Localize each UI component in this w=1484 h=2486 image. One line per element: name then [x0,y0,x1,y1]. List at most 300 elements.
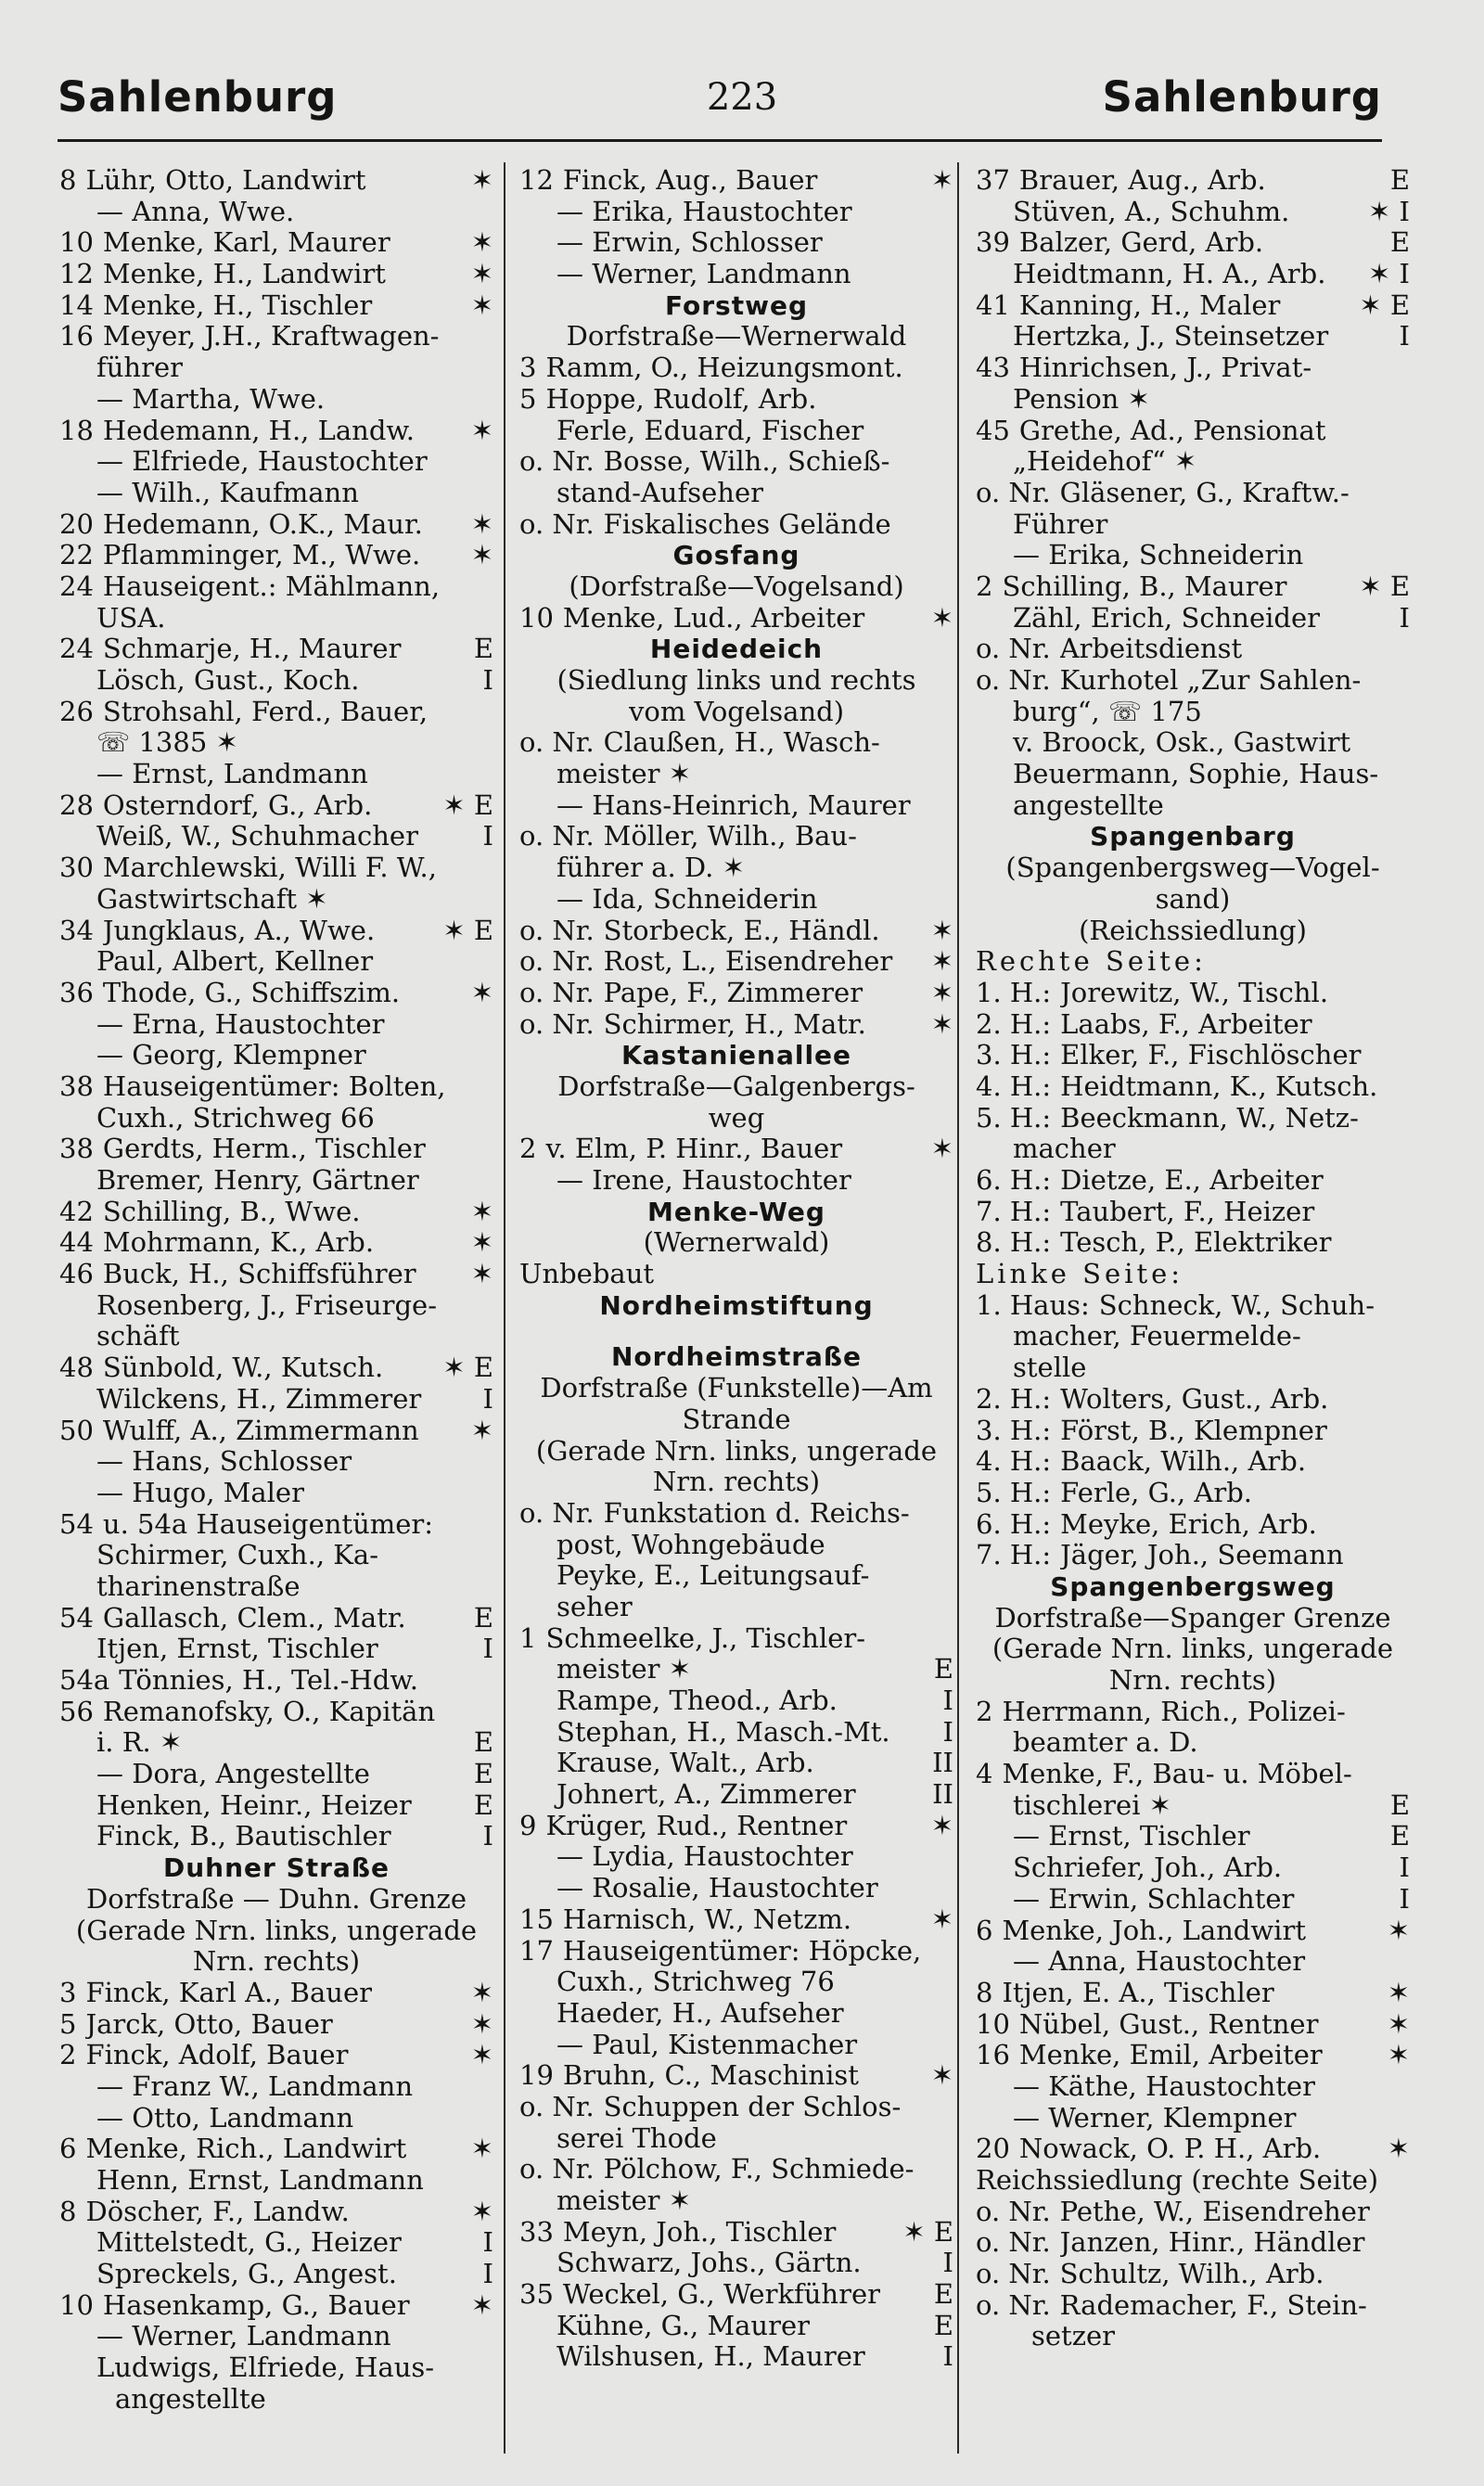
directory-entry [59,1009,493,1041]
entry-text: USA. [96,602,166,634]
house-number: o. Nr. [976,2288,1051,2321]
entry-text: — Martha, Wwe. [96,383,326,415]
directory-entry [519,1592,953,1623]
directory-entry [59,1290,493,1322]
entry-marker: E [1389,226,1410,259]
house-number: 36 [59,976,94,1008]
directory-entry [976,946,1410,978]
house-number: 48 [59,1352,94,1384]
entry-marker: ✶ I [1368,258,1410,290]
entry-text: angestellte [115,2383,266,2415]
entry-marker: ✶ [470,539,493,571]
entry-text: Harnisch, W., Netzm. [562,1903,852,1935]
house-number: 20 [976,2133,1010,2165]
entry-text: — Ernst, Tischler [1013,1821,1250,1852]
entry-text: Ramm, O., Heizungsmont. [545,352,903,384]
directory-entry [59,384,493,416]
entry-text: Menke, F., Bau- u. Möbel- [1002,1759,1352,1790]
house-number: 35 [519,2278,554,2311]
entry-text: i. R. ✶ [96,1727,183,1759]
directory-entry [976,1727,1410,1759]
entry-text: (Gerade Nrn. links, ungerade [535,1435,938,1467]
entry-text: Arbeitsdienst [1059,634,1243,665]
house-number: 38 [59,1070,94,1102]
house-number: 43 [976,352,1010,384]
directory-entry [976,446,1410,478]
column-divider [957,162,959,2454]
house-number: o. Nr. [519,976,595,1008]
directory-entry [59,1416,493,1447]
entry-text: Baack, Wilh., Arb. [1060,1446,1307,1478]
entry-text: Ludwigs, Elfriede, Haus- [96,2352,435,2384]
entry-text: Funkstation d. Reichs- [603,1497,910,1529]
directory-entry [519,1717,953,1749]
entry-text: Rechte Seite: [976,946,1207,978]
entry-text: Peyke, E., Leitungsauf- [556,1560,870,1592]
street-heading [976,1571,1410,1603]
directory-entry [59,759,493,790]
entry-marker: I [482,1820,493,1852]
directory-entry [519,1779,953,1811]
entry-text: Gastwirtschaft ✶ [96,883,328,915]
entry-text: „Heidehof“ ✶ [1013,446,1197,478]
directory-entry [59,884,493,916]
directory-entry [519,2279,953,2311]
directory-entry [59,321,493,352]
street-name: Spangenbergsweg [1050,1570,1336,1602]
street-description [59,1884,493,1916]
directory-entry [59,1071,493,1103]
directory-entry [519,1811,953,1842]
directory-entry [976,1103,1410,1134]
street-description [59,1916,493,1947]
directory-entry [59,446,493,478]
entry-text: Itjen, Ernst, Tischler [96,1634,378,1665]
entry-text: Heidtmann, H. A., Arb. [1013,259,1326,290]
street-heading [519,540,953,571]
house-number: 6. H.: [976,1164,1052,1196]
street-heading [59,1852,493,1884]
directory-entry [519,1560,953,1592]
house-number: o. Nr. [519,445,595,478]
entry-text: Wilshusen, H., Maurer [556,2341,865,2373]
directory-entry [976,759,1410,790]
directory-entry [59,697,493,728]
directory-entry [976,1384,1410,1416]
directory-entry [59,1509,493,1541]
house-number: 16 [976,2039,1010,2071]
directory-entry [59,259,493,290]
directory-entry [976,416,1410,447]
entry-text: Meyn, Joh., Tischler [562,2216,837,2248]
street-description [976,1603,1410,1634]
directory-entry [59,2227,493,2259]
street-heading [519,1040,953,1071]
entry-text: Fiskalisches Gelände [603,508,891,540]
street-name: Heidedeich [649,634,824,665]
street-description [519,697,953,728]
entry-text: Schirmer, H., Matr. [603,1008,866,1040]
street-heading [519,1341,953,1373]
entry-marker: ✶ [1387,1976,1410,2008]
house-number: 5 [59,2007,77,2040]
column-divider [504,162,505,2454]
entry-text: — Anna, Wwe. [96,196,295,227]
directory-entry [976,227,1410,259]
directory-entry [976,1009,1410,1041]
entry-text: (Gerade Nrn. links, ungerade [991,1634,1394,1665]
entry-text: Henken, Heinr., Heizer [96,1789,412,1821]
directory-entry [976,2040,1410,2071]
entry-marker: I [482,1633,493,1665]
directory-entry [59,1603,493,1634]
entry-text: Hauseigentümer: Bolten, [102,1070,446,1102]
directory-entry [976,697,1410,728]
entry-marker: ✶ [930,1007,953,1040]
house-number: 2 [519,1133,537,1165]
entry-text: Weiß, W., Schuhmacher [96,821,418,852]
entry-marker: ✶ [470,1258,493,1290]
house-number: o. Nr. [976,633,1051,665]
directory-entry [976,1197,1410,1228]
header-rule [58,139,1382,142]
entry-text: u. 54a Hauseigentümer: [102,1508,434,1540]
entry-text: Döscher, F., Landw. [85,2196,350,2227]
entry-text: tischlerei ✶ [1013,1789,1171,1821]
entry-text: — Franz W., Landmann [96,2070,413,2102]
house-number: 1. H.: [976,976,1052,1008]
entry-marker: I [482,820,493,852]
house-number: 10 [59,226,94,259]
house-number: o. Nr. [519,945,595,978]
house-number: o. Nr. [976,664,1051,696]
page-number: 223 [706,76,778,119]
entry-marker: ✶ [470,976,493,1008]
street-description [519,571,953,603]
house-number: 8 [976,1976,993,2008]
entry-text: — Erna, Haustochter [96,1008,385,1040]
entry-text: Tönnies, H., Tel.-Hdw. [119,1665,418,1696]
entry-text: (Dorfstraße—Vogelsand) [569,570,904,602]
entry-text: Henn, Ernst, Landmann [96,2165,424,2196]
directory-entry [59,1790,493,1822]
entry-text: Schirmer, Cuxh., Ka- [96,1540,379,1571]
entry-marker: ✶ E [442,1352,493,1384]
entry-text: Grethe, Ad., Pensionat [1018,415,1326,446]
entry-text: Hedemann, O.K., Maur. [102,508,423,540]
entry-marker: ✶ [470,414,493,446]
directory-entry [519,1009,953,1041]
house-number: 39 [976,226,1010,259]
directory-entry [519,1165,953,1197]
entry-text: meister ✶ [556,759,692,790]
entry-text: Menke, Joh., Landwirt [1002,1915,1306,1946]
house-number: 8. H.: [976,1226,1052,1259]
entry-text: v. Broock, Osk., Gastwirt [1013,727,1351,759]
house-number: 34 [59,914,94,946]
directory-entry [519,509,953,541]
street-heading [519,290,953,322]
house-number: 15 [519,1903,554,1935]
house-number: 6 [59,2133,77,2165]
entry-text: Kurhotel „Zur Sahlen- [1059,665,1362,696]
entry-text: Möller, Wilh., Bau- [603,821,857,852]
directory-entry [59,1165,493,1197]
directory-entry [976,571,1410,603]
house-number: 44 [59,1226,94,1259]
house-number: o. Nr. [976,2195,1051,2227]
entry-text: Stephan, H., Masch.-Mt. [556,1716,890,1748]
street-name: Nordheimstraße [610,1341,863,1373]
entry-text: Pethe, W., Eisendreher [1059,2196,1370,2227]
directory-entry [976,1852,1410,1884]
entry-text: Wulff, A., Zimmermann [102,1415,419,1446]
directory-entry [976,1321,1410,1352]
directory-entry [976,2165,1410,2197]
house-number: 14 [59,288,94,321]
street-description [519,321,953,352]
directory-entry [976,2290,1410,2322]
house-number: o. Nr. [519,726,595,759]
house-number: 6 [976,1914,993,1946]
entry-text: (Reichssiedlung) [1079,915,1307,946]
entry-text: Führer [1013,508,1108,540]
directory-entry [519,259,953,290]
entry-text: Kühne, G., Maurer [556,2310,810,2341]
directory-entry [976,2103,1410,2134]
directory-entry [976,2071,1410,2103]
house-number: 8 [59,164,77,196]
entry-marker: I [942,2247,953,2279]
directory-entry [519,384,953,416]
directory-entry [976,2227,1410,2259]
directory-entry [59,634,493,665]
entry-text: Cuxh., Strichweg 66 [96,1102,375,1134]
entry-text: — Georg, Klempner [96,1040,366,1071]
house-number: 2 [59,2039,77,2071]
entry-text: (Wernerwald) [643,1227,830,1259]
entry-marker: E [473,1788,493,1821]
entry-marker: ✶ [470,2039,493,2071]
house-number: 50 [59,1414,94,1446]
entry-marker: ✶ [1387,1914,1410,1946]
entry-text: — Erika, Schneiderin [1013,540,1304,571]
entry-text: Meyke, Erich, Arb. [1060,1508,1317,1540]
directory-entry [519,1623,953,1655]
directory-entry [976,1227,1410,1259]
entry-text: Schilling, B., Wwe. [102,1196,361,1227]
entry-text: serei Thode [556,2122,717,2154]
directory-entry [519,1685,953,1717]
entry-marker: II [932,1747,953,1779]
entry-text: Zähl, Erich, Schneider [1013,602,1320,634]
entry-text: Menke, Rich., Landwirt [85,2134,407,2165]
directory-entry [519,852,953,884]
entry-text: führer a. D. ✶ [556,852,745,884]
entry-text: weg [708,1102,765,1134]
entry-text: Nrn. rechts) [652,1467,821,1498]
house-number: 54 [59,1601,94,1634]
entry-text: setzer [1031,2321,1116,2352]
directory-entry [519,2217,953,2249]
directory-entry [59,727,493,759]
directory-entry [976,384,1410,416]
directory-entry [59,1384,493,1416]
entry-text: Wilckens, H., Zimmerer [96,1383,422,1415]
directory-entry [519,1134,953,1165]
entry-text: Spreckels, G., Angest. [96,2259,397,2290]
directory-entry [59,352,493,384]
house-number: 54 [59,1507,94,1540]
house-number: 7. H.: [976,1539,1052,1571]
entry-text: Dorfstraße—Galgenbergs- [557,1070,915,1102]
directory-entry [976,1071,1410,1103]
directory-entry [976,603,1410,634]
entry-marker: ✶ [930,1809,953,1841]
entry-text: Elker, F., Fischlöscher [1060,1040,1362,1071]
house-number: o. Nr. [519,2153,595,2185]
entry-marker: ✶ [470,258,493,290]
directory-entry [976,2009,1410,2041]
house-number: 18 [59,414,94,446]
entry-text: post, Wohngebäude [556,1529,825,1560]
house-number: 10 [59,2288,94,2321]
entry-text: Herrmann, Rich., Polizei- [1002,1696,1346,1727]
entry-text: — Anna, Haustochter [1013,1946,1306,1978]
street-description [519,1103,953,1134]
directory-entry [976,978,1410,1009]
entry-marker: I [1399,320,1410,352]
directory-entry [59,2384,493,2416]
directory-entry [976,197,1410,228]
entry-text: Finck, Aug., Bauer [562,165,818,196]
entry-marker: I [942,1685,953,1716]
entry-text: Finck, B., Bautischler [96,1821,391,1852]
directory-entry [976,1259,1410,1290]
entry-text: Jarck, Otto, Bauer [85,2008,333,2040]
entry-text: Gläsener, G., Kraftw.- [1059,477,1350,508]
entry-text: Finck, Adolf, Bauer [85,2040,349,2071]
street-description [519,1436,953,1467]
directory-entry [976,1040,1410,1071]
house-number: 7. H.: [976,1195,1052,1227]
directory-entry [59,1321,493,1352]
directory-entry [59,2134,493,2165]
directory-entry [59,2071,493,2103]
entry-text: v. Elm, P. Hinr., Bauer [545,1134,843,1165]
directory-entry [976,1540,1410,1571]
entry-text: Brauer, Aug., Arb. [1018,165,1266,196]
house-number: 20 [59,507,94,540]
directory-entry [59,1697,493,1728]
house-number: 1 [519,1621,537,1654]
directory-entry [59,540,493,571]
entry-text: Bosse, Wilh., Schieß- [603,446,890,478]
directory-entry [59,1821,493,1852]
house-number: 19 [519,2059,554,2092]
street-description [976,884,1410,916]
directory-entry [976,2197,1410,2228]
entry-text: Schneck, W., Schuh- [1098,1289,1375,1321]
directory-entry [59,478,493,509]
directory-entry [519,759,953,790]
house-number: o. Nr. [519,1496,595,1529]
directory-entry [519,1873,953,1904]
entry-text: Rosenberg, J., Friseurge- [96,1289,438,1321]
entry-text: Beuermann, Sophie, Haus- [1013,759,1379,790]
entry-text: Janzen, Hinr., Händler [1059,2227,1365,2259]
directory-entry [59,1540,493,1571]
column-1 [59,165,493,2416]
street-name: Nordheimstiftung [599,1289,874,1321]
directory-entry [59,603,493,634]
entry-marker: ✶ [470,1976,493,2008]
directory-entry [59,1227,493,1259]
directory-entry [976,790,1410,822]
house-number: o. Nr. [976,476,1051,508]
directory-entry [59,1727,493,1759]
entry-text: Schilling, B., Maurer [1002,570,1287,602]
house-number: 4 [976,1758,993,1790]
entry-text: Meyer, J.H., Kraftwagen- [102,321,440,352]
directory-entry [519,2185,953,2217]
house-number: 16 [59,320,94,352]
entry-text: Stüven, A., Schuhm. [1013,196,1290,227]
entry-text: Schuppen der Schlos- [603,2091,902,2122]
directory-entry [519,1936,953,1967]
entry-text: Paul, Albert, Kellner [96,946,374,978]
entry-marker: ✶ [930,2059,953,2092]
entry-marker: E [473,1601,493,1634]
directory-entry [976,1416,1410,1447]
directory-entry [519,227,953,259]
entry-marker: ✶ [470,2133,493,2165]
entry-marker: ✶ E [902,2215,953,2248]
house-number: o. Nr. [519,820,595,852]
directory-entry [519,1259,953,1290]
entry-text: Pension ✶ [1013,383,1150,415]
entry-text: — Ida, Schneiderin [556,883,818,915]
entry-marker: ✶ [930,164,953,196]
house-number: 5. H.: [976,1101,1052,1134]
house-number: 2 [976,570,993,602]
entry-text: burg“, ☏ 175 [1013,696,1202,727]
house-number: 26 [59,695,94,727]
house-number: 6. H.: [976,1507,1052,1540]
house-number: 3 [59,1976,77,2008]
directory-entry [976,478,1410,509]
entry-text: Tesch, P., Elektriker [1060,1227,1332,1259]
house-number: 24 [59,633,94,665]
directory-entry [976,352,1410,384]
house-number: 24 [59,570,94,602]
entry-marker: ✶ [930,914,953,946]
directory-entry [976,1821,1410,1852]
entry-text: Claußen, H., Wasch- [603,727,880,759]
house-number: o. Nr. [519,507,595,540]
directory-entry [519,727,953,759]
directory-entry [976,1352,1410,1384]
directory-entry [59,2259,493,2290]
directory-entry [59,790,493,822]
street-name: Spangenbarg [1090,821,1296,852]
entry-marker: ✶ [930,976,953,1008]
entry-text: Rost, L., Eisendreher [603,946,893,978]
entry-text: — Wilh., Kaufmann [96,477,359,508]
directory-entry [519,1904,953,1936]
directory-entry [976,1478,1410,1509]
entry-text: ☏ 1385 ✶ [96,727,238,759]
